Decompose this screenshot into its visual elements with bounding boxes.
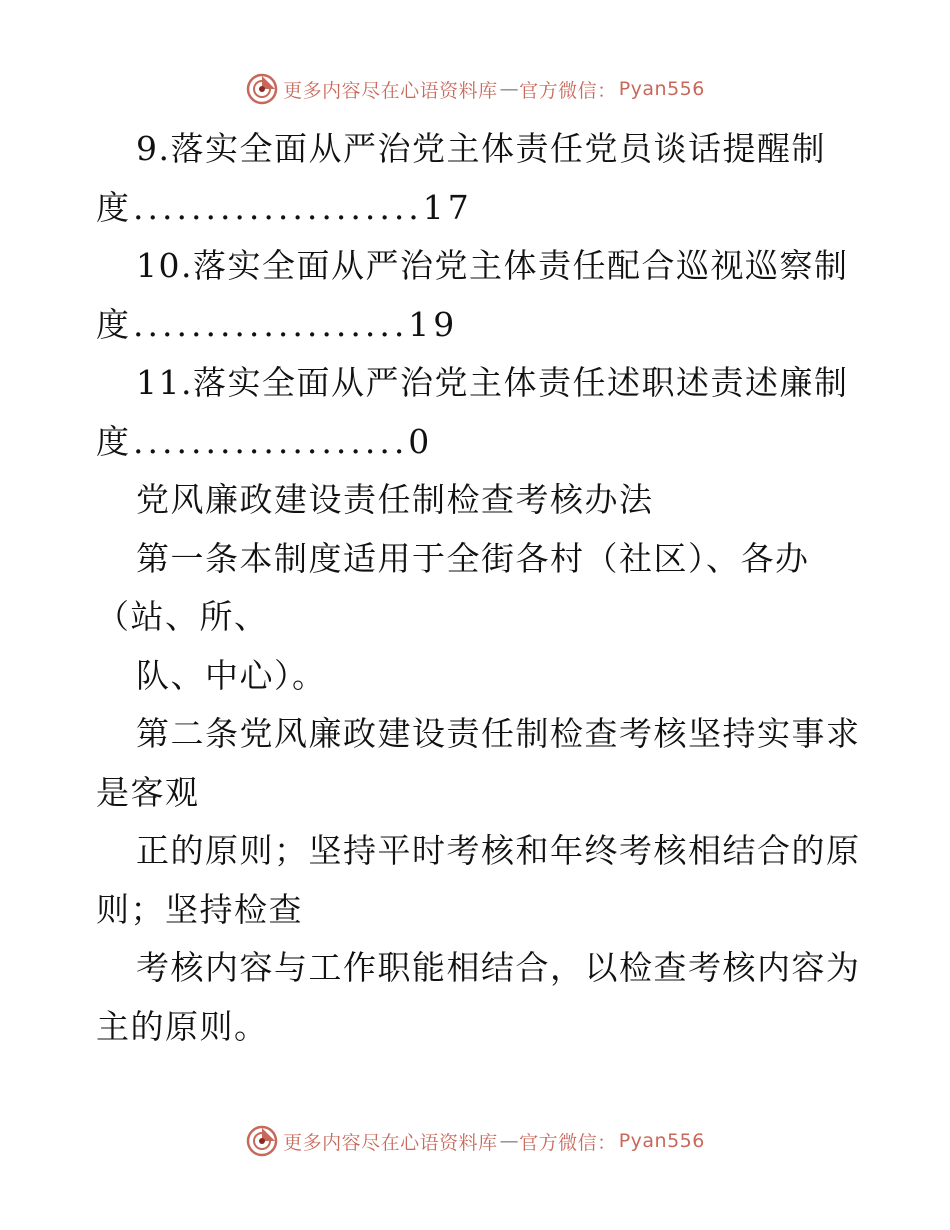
watermark-code: Pyan556 (618, 1130, 705, 1152)
article-1-line-1: 第一条本制度适用于全街各村（社区）、各办 (136, 538, 810, 578)
toc-item-11: 11.落实全面从严治党主体责任述职述责述廉制 (136, 363, 849, 402)
article-2-line-2: 是客观 (96, 772, 200, 812)
toc-item-9-page: 度....................17 (96, 187, 473, 227)
document-body (96, 120, 861, 1056)
toc-item-9: 9.落实全面从严治党主体责任党员谈话提醒制 (136, 129, 826, 168)
watermark-header (0, 72, 950, 106)
watermark-footer (0, 1124, 950, 1158)
brand-logo-icon (245, 72, 279, 106)
article-1-line-2: （站、所、 (96, 597, 269, 636)
article-2-line-6: 主的原则。 (96, 1006, 269, 1046)
watermark-text: 更多内容尽在心语资料库 (283, 1131, 498, 1154)
article-2-line-5: 考核内容与工作职能相结合，以检查考核内容为 (136, 948, 861, 987)
watermark-text: 更多内容尽在心语资料库 (283, 79, 498, 102)
toc-item-11-page: 度...................0 (96, 421, 434, 461)
article-2-line-3: 正的原则；坚持平时考核和年终考核相结合的原 (136, 831, 861, 870)
watermark-official: 官方微信： (519, 79, 617, 102)
brand-logo-icon (245, 1124, 279, 1158)
watermark-official: 官方微信： (519, 1131, 617, 1154)
toc-item-10: 10.落实全面从严治党主体责任配合巡视巡察制 (136, 246, 849, 285)
article-2-line-1: 第二条党风廉政建设责任制检查考核坚持实事求 (136, 714, 861, 753)
watermark-separator: — (499, 78, 520, 100)
watermark-code: Pyan556 (618, 78, 705, 100)
article-2-line-4: 则；坚持检查 (96, 889, 303, 929)
toc-item-10-page: 度...................19 (96, 304, 459, 344)
article-1-line-3: 队、中心）。 (136, 655, 327, 695)
watermark-separator: — (499, 1130, 520, 1152)
section-title: 党风廉政建设责任制检查考核办法 (136, 480, 654, 519)
